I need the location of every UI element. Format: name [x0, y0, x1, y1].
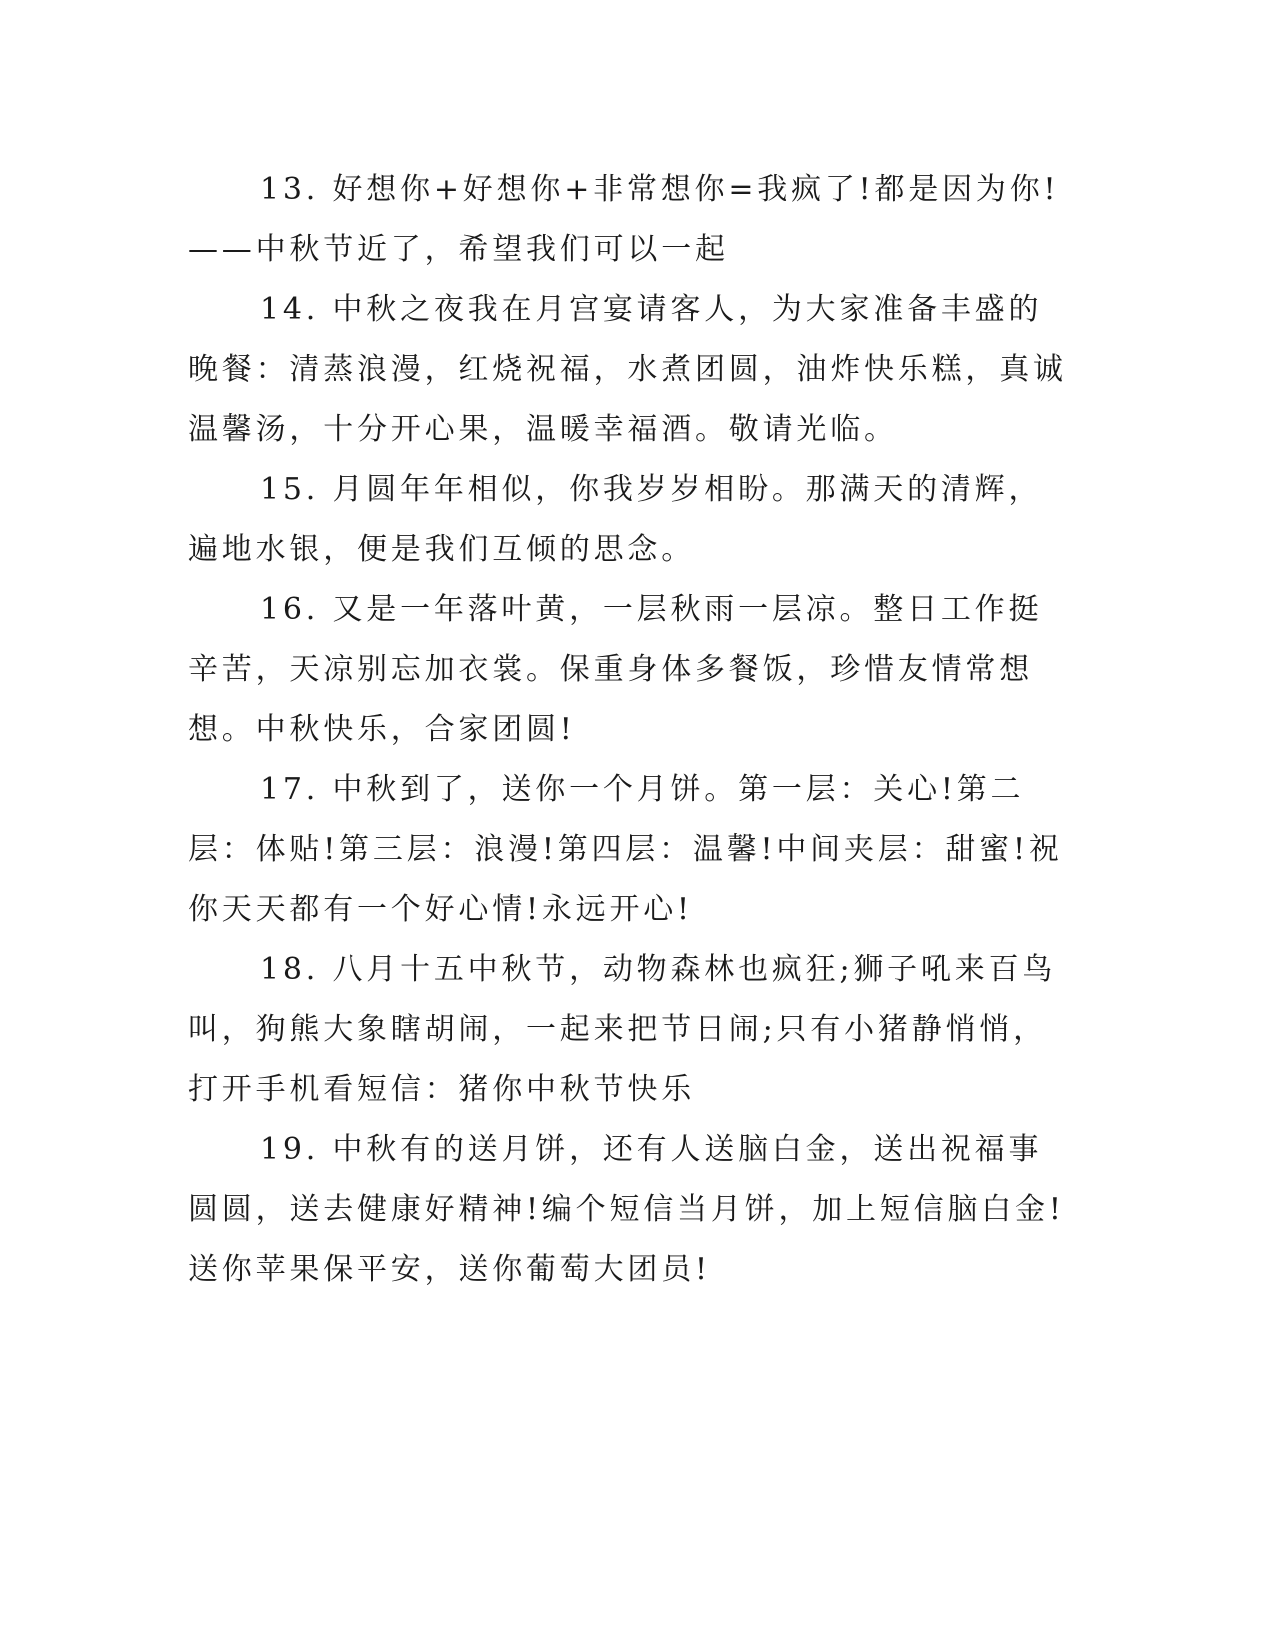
paragraph-text: 中秋有的送月饼，还有人送脑白金，送出祝福事圆圆，送去健康好精神!编个短信当月饼，加上短信脑白金!送你苹果保平安，送你葡萄大团员! — [188, 1132, 1065, 1287]
paragraph-number: 15. — [260, 472, 320, 507]
paragraph-text: 又是一年落叶黄，一层秋雨一层凉。整日工作挺辛苦，天凉别忘加衣裳。保重身体多餐饭，珍惜友情常想想。中秋快乐，合家团圆! — [188, 592, 1043, 747]
paragraph-18 — [188, 940, 1068, 1120]
paragraph-text: 中秋之夜我在月宫宴请客人，为大家准备丰盛的晚餐：清蒸浪漫，红烧祝福，水煮团圆，油炸快乐糕，真诚温馨汤，十分开心果，温暖幸福酒。敬请光临。 — [188, 292, 1067, 447]
paragraph-number: 19. — [260, 1132, 320, 1167]
paragraph-13 — [188, 160, 1068, 280]
paragraph-14 — [188, 280, 1068, 460]
paragraph-text: 八月十五中秋节，动物森林也疯狂;狮子吼来百鸟叫，狗熊大象瞎胡闹，一起来把节日闹;只有小猪静悄悄，打开手机看短信：猪你中秋节快乐 — [188, 952, 1057, 1107]
paragraph-text: 中秋到了，送你一个月饼。第一层：关心!第二层：体贴!第三层：浪漫!第四层：温馨!中间夹层：甜蜜!祝你天天都有一个好心情!永远开心! — [188, 772, 1063, 927]
document-body — [188, 160, 1068, 1300]
paragraph-16 — [188, 580, 1068, 760]
paragraph-15 — [188, 460, 1068, 580]
paragraph-number: 14. — [260, 292, 320, 327]
paragraph-text: 月圆年年相似，你我岁岁相盼。那满天的清辉，遍地水银，便是我们互倾的思念。 — [188, 472, 1043, 567]
paragraph-text: 好想你+好想你+非常想你=我疯了!都是因为你!——中秋节近了，希望我们可以一起 — [188, 172, 1060, 267]
paragraph-19 — [188, 1120, 1068, 1300]
paragraph-number: 13. — [260, 172, 320, 207]
paragraph-17 — [188, 760, 1068, 940]
paragraph-number: 16. — [260, 592, 320, 627]
paragraph-number: 17. — [260, 772, 320, 807]
paragraph-number: 18. — [260, 952, 320, 987]
